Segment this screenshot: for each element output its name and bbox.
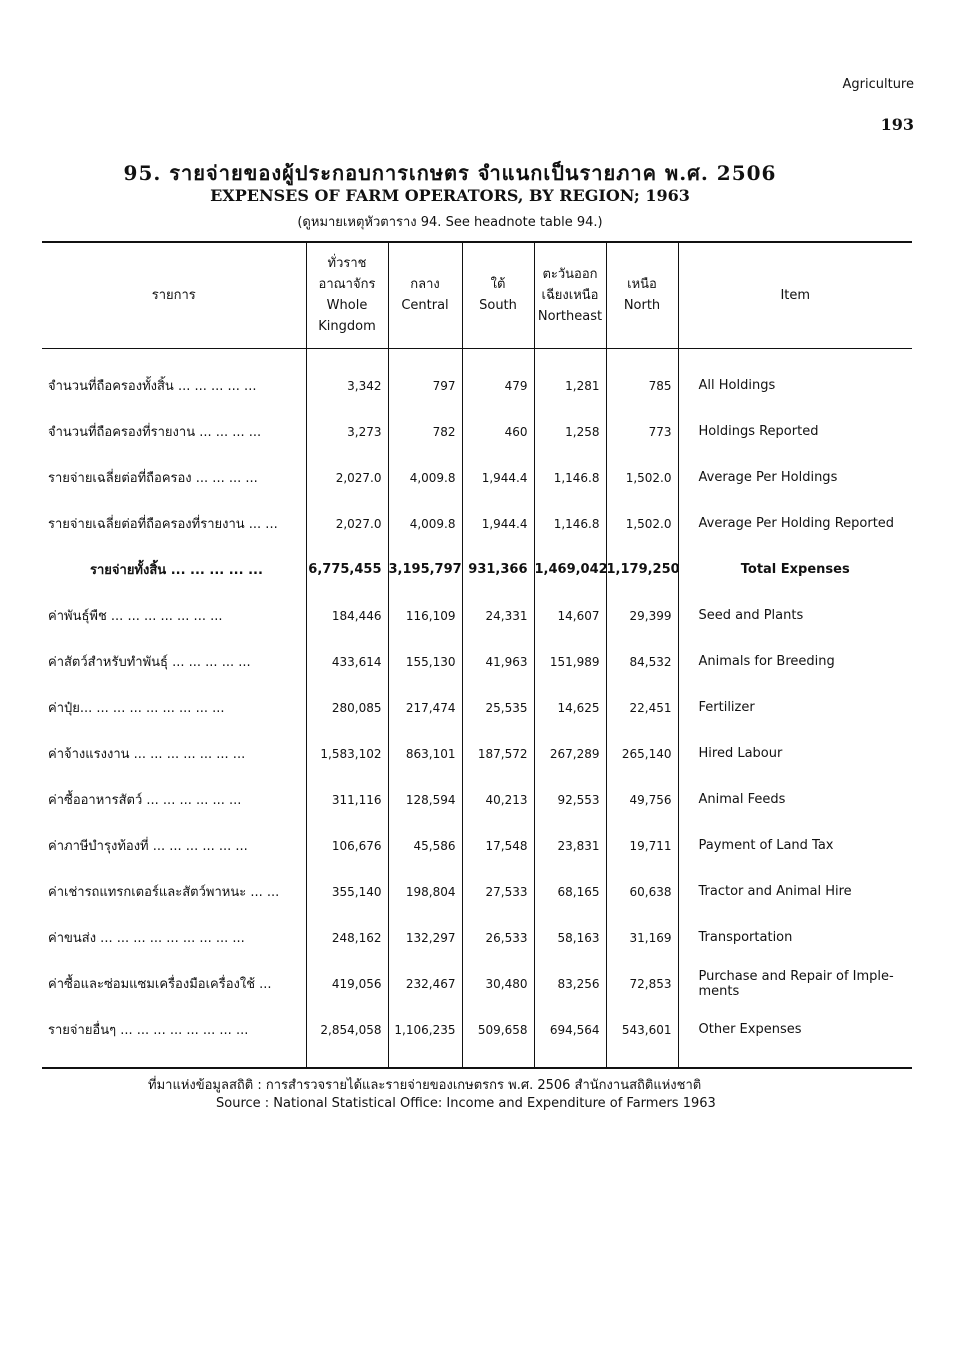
row-label-english: Payment of Land Tax	[678, 823, 912, 869]
cell-northeast: 1,469,042	[534, 547, 606, 593]
table-title-english: EXPENSES OF FARM OPERATORS, BY REGION; 1963	[210, 186, 690, 205]
cell-north: 1,502.0	[606, 501, 678, 547]
cell-northeast: 58,163	[534, 915, 606, 961]
col-south-th: ใต้	[490, 277, 506, 293]
col-whole-th2: อาณาจักร	[318, 277, 376, 293]
header-row	[42, 242, 912, 348]
cell-central: 1,106,235	[388, 1007, 462, 1068]
row-label-thai: ค่าซื้ออาหารสัตว์ ... ... ... ... ... ...	[48, 793, 242, 808]
table-row	[42, 685, 912, 731]
cell-central: 3,195,797	[388, 547, 462, 593]
row-label-english: Total Expenses	[678, 547, 912, 593]
col-whole-en2: Kingdom	[318, 319, 376, 335]
table-body	[42, 348, 912, 1068]
cell-whole: 355,140	[306, 869, 388, 915]
cell-northeast: 14,625	[534, 685, 606, 731]
row-label-english: Tractor and Animal Hire	[678, 869, 912, 915]
cell-south: 30,480	[462, 961, 534, 1007]
row-label-english: Other Expenses	[678, 1007, 912, 1068]
cell-north: 22,451	[606, 685, 678, 731]
table-row	[42, 501, 912, 547]
cell-south: 26,533	[462, 915, 534, 961]
cell-northeast: 1,281	[534, 348, 606, 409]
cell-south: 41,963	[462, 639, 534, 685]
cell-whole: 184,446	[306, 593, 388, 639]
row-label-english: Average Per Holdings	[678, 455, 912, 501]
expenses-table	[42, 241, 912, 1075]
cell-whole: 1,583,102	[306, 731, 388, 777]
row-label-thai: จำนวนที่ถือครองที่รายงาน ... ... ... ...	[48, 425, 262, 440]
cell-northeast: 267,289	[534, 731, 606, 777]
cell-south: 17,548	[462, 823, 534, 869]
col-central-en: Central	[401, 298, 449, 314]
cell-central: 155,130	[388, 639, 462, 685]
col-north-en: North	[623, 298, 661, 314]
cell-whole: 280,085	[306, 685, 388, 731]
row-label-english: Fertilizer	[678, 685, 912, 731]
cell-central: 863,101	[388, 731, 462, 777]
cell-north: 72,853	[606, 961, 678, 1007]
table-row	[42, 348, 912, 409]
row-label-thai: ค่าภาษีบำรุงท้องที่ ... ... ... ... ... ...	[48, 839, 248, 854]
table-row	[42, 731, 912, 777]
cell-south: 509,658	[462, 1007, 534, 1068]
cell-central: 198,804	[388, 869, 462, 915]
col-whole-en1: Whole	[326, 298, 368, 314]
row-label-english: Transportation	[678, 915, 912, 961]
col-northeast	[534, 242, 606, 348]
cell-north: 29,399	[606, 593, 678, 639]
col-south-en: South	[479, 298, 517, 314]
cell-central: 4,009.8	[388, 501, 462, 547]
cell-south: 187,572	[462, 731, 534, 777]
col-item-en: Item	[678, 242, 912, 348]
cell-northeast: 92,553	[534, 777, 606, 823]
cell-north: 1,179,250	[606, 547, 678, 593]
section-label: Agriculture	[842, 77, 914, 92]
cell-south: 25,535	[462, 685, 534, 731]
cell-north: 49,756	[606, 777, 678, 823]
table-row	[42, 823, 912, 869]
row-label-thai: รายจ่ายอื่นๆ ... ... ... ... ... ... ... ...	[48, 1023, 249, 1038]
cell-north: 785	[606, 348, 678, 409]
table-row	[42, 547, 912, 593]
table-row	[42, 869, 912, 915]
cell-whole: 419,056	[306, 961, 388, 1007]
cell-whole: 2,027.0	[306, 455, 388, 501]
cell-south: 24,331	[462, 593, 534, 639]
row-label-thai: ค่าซื้อและซ่อมแซมเครื่องมือเครื่องใช้ ...	[48, 977, 272, 992]
col-northeast-en: Northeast	[537, 308, 603, 324]
cell-north: 19,711	[606, 823, 678, 869]
cell-central: 797	[388, 348, 462, 409]
col-south	[462, 242, 534, 348]
row-label-thai: จำนวนที่ถือครองทั้งสิ้น ... ... ... ... ...	[48, 379, 257, 394]
cell-northeast: 1,258	[534, 409, 606, 455]
col-whole-th1: ทั่วราช	[327, 256, 367, 272]
cell-north: 31,169	[606, 915, 678, 961]
source-english: Source : National Statistical Office: Income and Expenditure of Farmers 1963	[216, 1096, 716, 1111]
col-northeast-th1: ตะวันออก	[542, 266, 598, 282]
table-row	[42, 915, 912, 961]
cell-south: 1,944.4	[462, 501, 534, 547]
cell-north: 84,532	[606, 639, 678, 685]
cell-whole: 311,116	[306, 777, 388, 823]
cell-northeast: 151,989	[534, 639, 606, 685]
col-central	[388, 242, 462, 348]
cell-northeast: 23,831	[534, 823, 606, 869]
row-label-english: Holdings Reported	[678, 409, 912, 455]
cell-northeast: 14,607	[534, 593, 606, 639]
cell-south: 40,213	[462, 777, 534, 823]
col-north-th: เหนือ	[627, 277, 657, 293]
row-label-english: Hired Labour	[678, 731, 912, 777]
cell-south: 479	[462, 348, 534, 409]
cell-central: 782	[388, 409, 462, 455]
cell-whole: 106,676	[306, 823, 388, 869]
cell-whole: 3,342	[306, 348, 388, 409]
row-label-english: Average Per Holding Reported	[678, 501, 912, 547]
table-row	[42, 777, 912, 823]
row-label-thai: รายจ่ายเฉลี่ยต่อที่ถือครองที่รายงาน ... ...	[48, 517, 278, 532]
table-row	[42, 639, 912, 685]
row-label-english: Seed and Plants	[678, 593, 912, 639]
cell-whole: 2,854,058	[306, 1007, 388, 1068]
col-item-th: รายการ	[151, 287, 196, 303]
row-label-thai: ค่าพันธุ์พืช ... ... ... ... ... ... ...	[48, 609, 223, 624]
source-thai: ที่มาแห่งข้อมูลสถิติ : การสำรวจรายได้และรายจ่ายของเกษตรกร พ.ศ. 2506 สำนักงานสถิติแห่งชาติ	[148, 1078, 702, 1093]
cell-whole: 433,614	[306, 639, 388, 685]
cell-south: 27,533	[462, 869, 534, 915]
row-label-english: All Holdings	[678, 348, 912, 409]
cell-south: 931,366	[462, 547, 534, 593]
row-label-english: Animal Feeds	[678, 777, 912, 823]
cell-central: 128,594	[388, 777, 462, 823]
table-title-thai: 95. รายจ่ายของผู้ประกอบการเกษตร จำแนกเป็นรายภาค พ.ศ. 2506	[123, 161, 777, 185]
row-label-thai: รายจ่ายทั้งสิ้น ... ... ... ... ...	[90, 563, 263, 578]
cell-northeast: 68,165	[534, 869, 606, 915]
cell-north: 543,601	[606, 1007, 678, 1068]
col-central-th: กลาง	[410, 277, 440, 293]
table-row	[42, 455, 912, 501]
row-label-english: Animals for Breeding	[678, 639, 912, 685]
cell-central: 4,009.8	[388, 455, 462, 501]
col-northeast-th2: เฉียงเหนือ	[541, 287, 599, 303]
row-label-thai: ค่าจ้างแรงงาน ... ... ... ... ... ... ...	[48, 747, 246, 762]
table-row	[42, 409, 912, 455]
row-label-thai: รายจ่ายเฉลี่ยต่อที่ถือครอง ... ... ... ...	[48, 471, 258, 486]
cell-central: 232,467	[388, 961, 462, 1007]
cell-central: 132,297	[388, 915, 462, 961]
col-whole-kingdom	[306, 242, 388, 348]
row-label-thai: ค่าเช่ารถแทรกเตอร์และสัตว์พาหนะ ... ...	[48, 885, 280, 900]
cell-whole: 6,775,455	[306, 547, 388, 593]
row-label-thai: ค่าปุ๋ย... ... ... ... ... ... ... ... ...	[48, 701, 225, 716]
table-row	[42, 593, 912, 639]
row-label-thai: ค่าสัตว์สำหรับทำพันธุ์ ... ... ... ... ...	[48, 655, 251, 670]
cell-northeast: 1,146.8	[534, 501, 606, 547]
cell-south: 460	[462, 409, 534, 455]
row-label-english: Purchase and Repair of Imple-ments	[678, 961, 912, 1007]
page-number: 193	[880, 115, 914, 134]
cell-north: 773	[606, 409, 678, 455]
row-label-thai: ค่าขนส่ง ... ... ... ... ... ... ... ... ...	[48, 931, 245, 946]
cell-whole: 3,273	[306, 409, 388, 455]
cell-north: 265,140	[606, 731, 678, 777]
table-row	[42, 1007, 912, 1068]
cell-northeast: 83,256	[534, 961, 606, 1007]
cell-central: 217,474	[388, 685, 462, 731]
cell-north: 1,502.0	[606, 455, 678, 501]
cell-northeast: 1,146.8	[534, 455, 606, 501]
cell-central: 116,109	[388, 593, 462, 639]
cell-south: 1,944.4	[462, 455, 534, 501]
cell-whole: 2,027.0	[306, 501, 388, 547]
table-headnote: (ดูหมายเหตุหัวตาราง 94. See headnote table 94.)	[297, 215, 603, 230]
col-north	[606, 242, 678, 348]
cell-northeast: 694,564	[534, 1007, 606, 1068]
cell-north: 60,638	[606, 869, 678, 915]
cell-whole: 248,162	[306, 915, 388, 961]
table-row	[42, 961, 912, 1007]
cell-central: 45,586	[388, 823, 462, 869]
